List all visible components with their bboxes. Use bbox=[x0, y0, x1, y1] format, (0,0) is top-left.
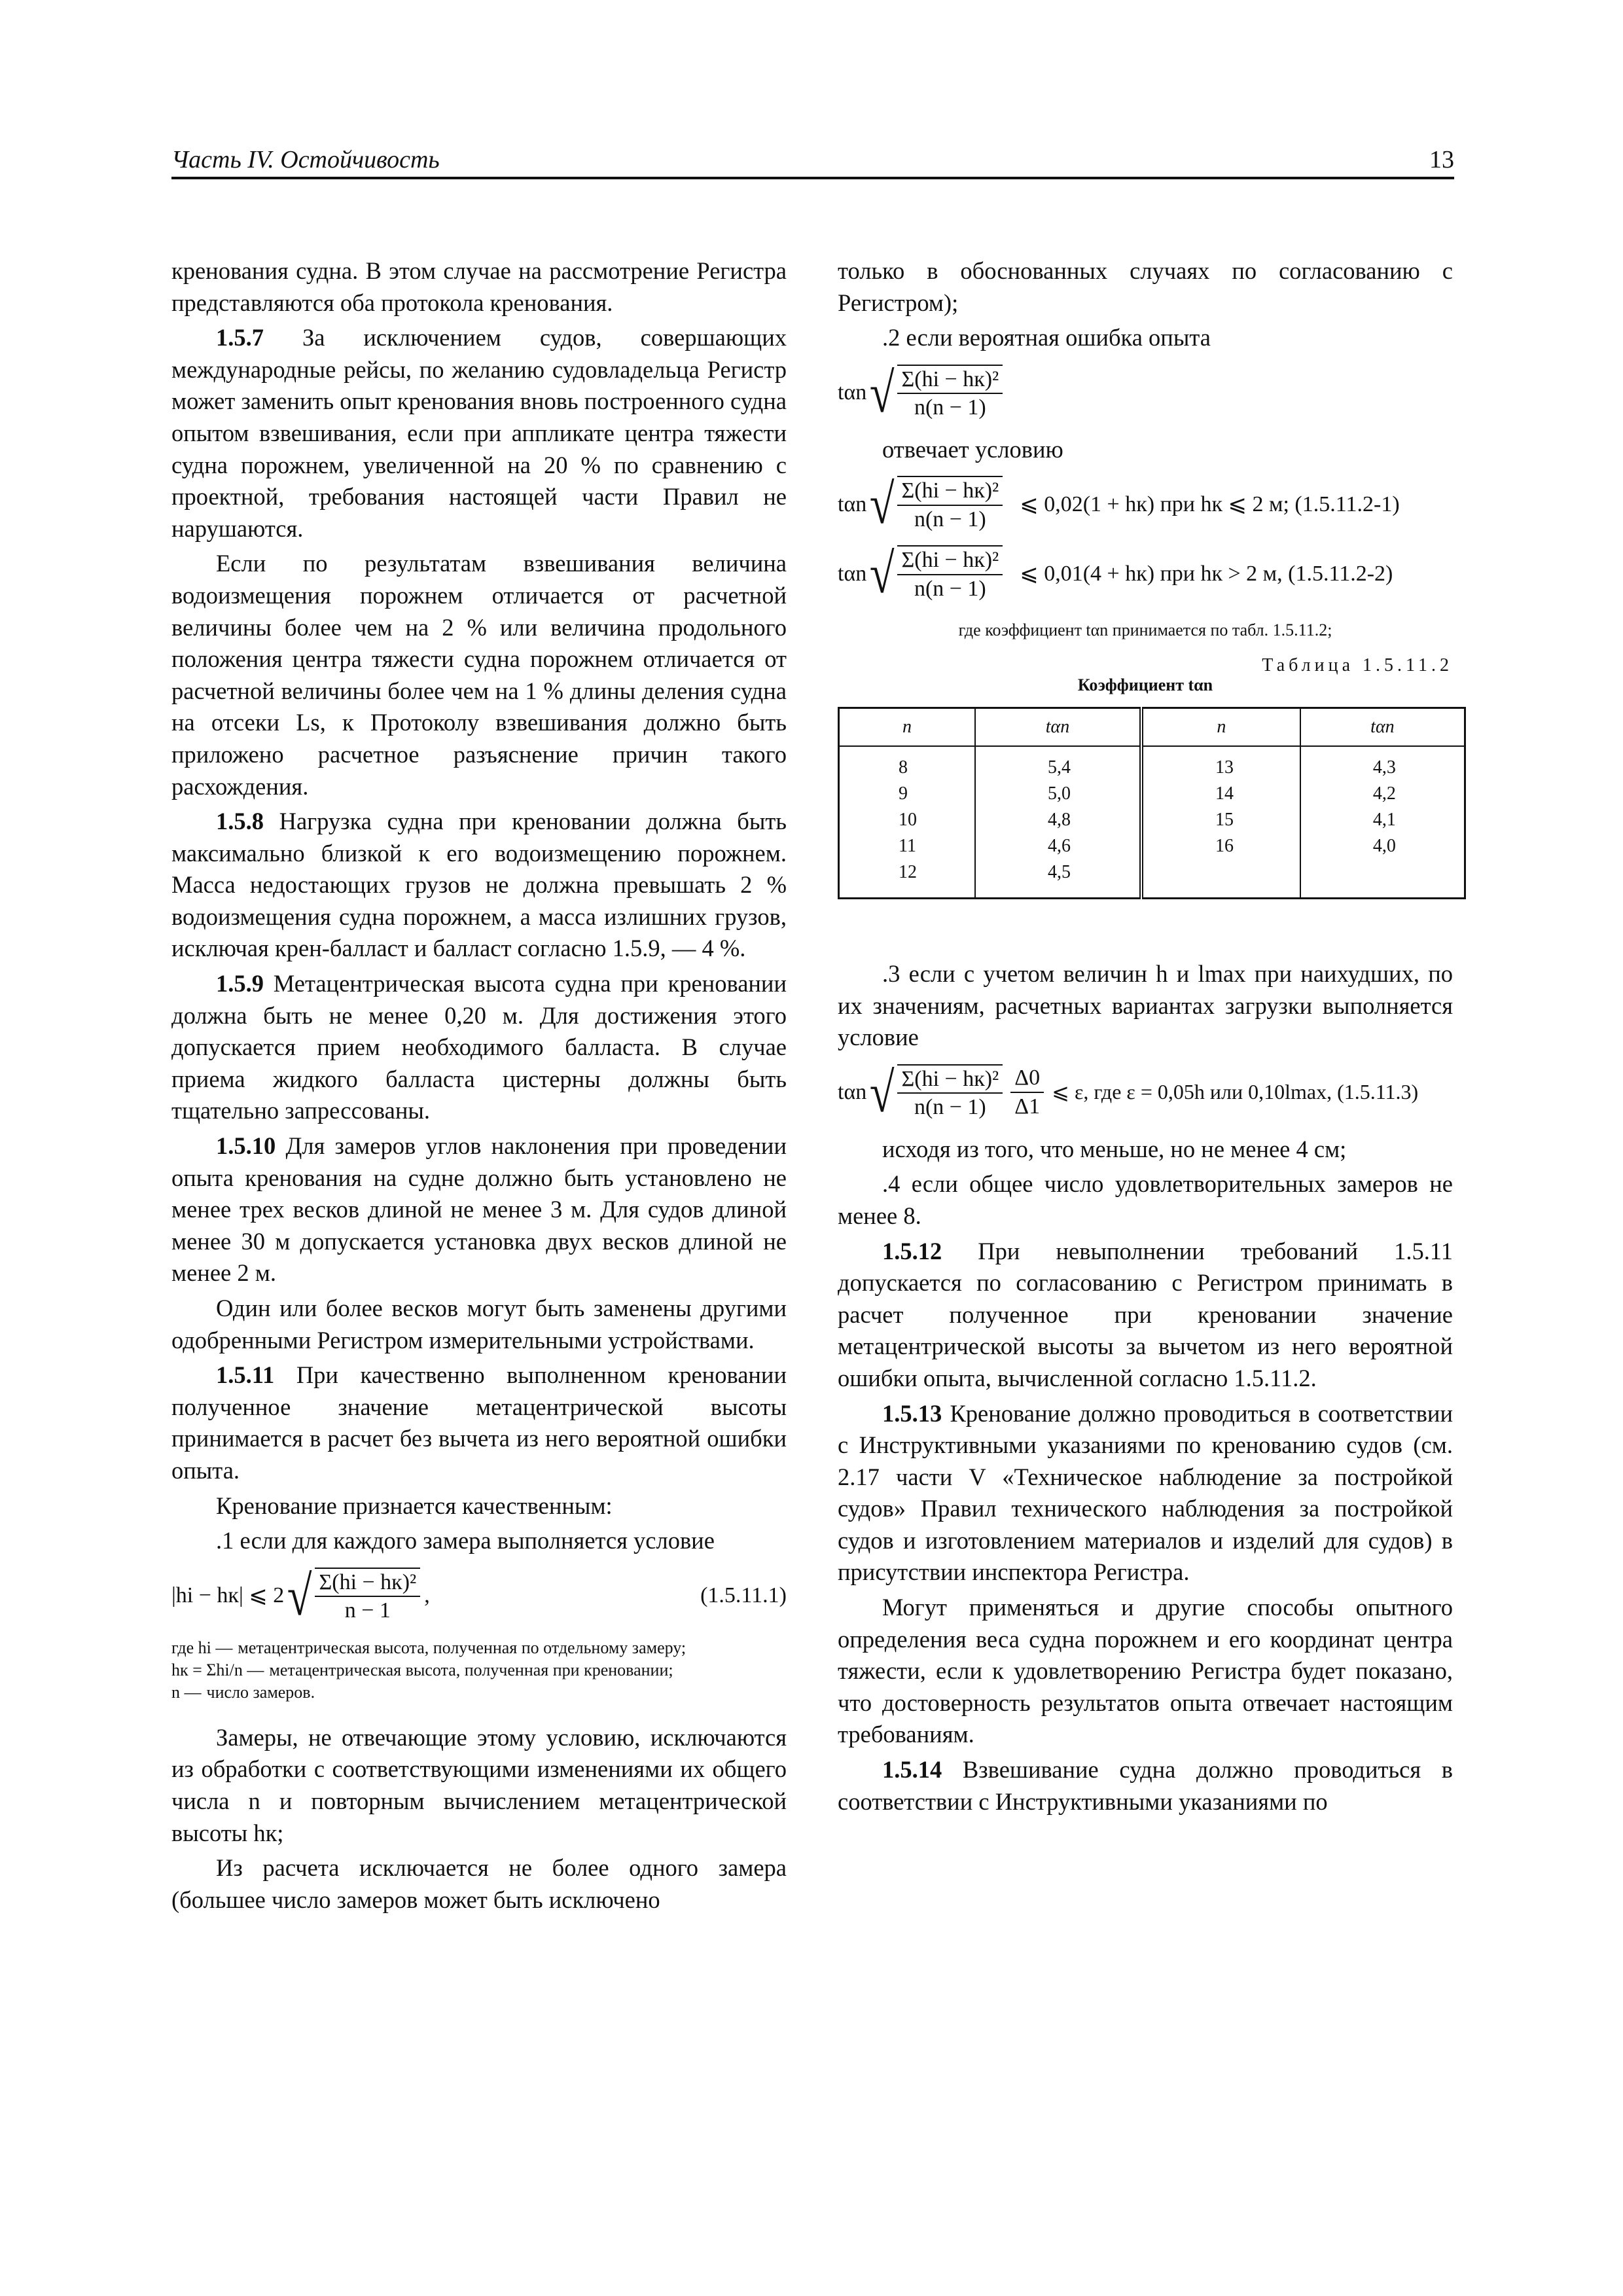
fraction-numerator: Σ(hi − hк)² bbox=[897, 478, 1003, 505]
paragraph: .2 если вероятная ошибка опыта bbox=[882, 324, 1211, 351]
paragraph-text: При качественно выполненном креновании полученное значение метацентрической высоты принимается в расчет без вычета из него вероятной ошибки опыта. bbox=[171, 1361, 787, 1484]
paragraph-1-5-14 bbox=[838, 1754, 1453, 1818]
formula-1-5-11-3 bbox=[838, 1060, 1453, 1124]
fraction-denominator: n(n − 1) bbox=[914, 1095, 986, 1120]
clause-number: 1.5.8 bbox=[216, 808, 264, 835]
paragraph-text: Взвешивание судна должно проводиться в соответствии с Инструктивными указаниями по bbox=[838, 1756, 1454, 1815]
paragraph-text: Для замеров углов наклонения при проведении опыта кренования на судне должно быть установлено не менее трех весков длиной не менее 3 м. Для судов длиной менее 30 м допускается установка двух весков длиной не менее 2 м. bbox=[171, 1132, 787, 1287]
fraction-numerator: Σ(hi − hк)² bbox=[315, 1570, 420, 1597]
right-column bbox=[838, 255, 1453, 1821]
table-row: 11 4,6 16 4,0 bbox=[839, 833, 1465, 859]
sqrt-sign: √ $\frac{\text{Σ(hi − hк)²}}{n(n - 1)}$ bbox=[866, 1064, 1007, 1121]
formula-error bbox=[838, 361, 1453, 424]
page-header bbox=[171, 144, 1454, 178]
table-row: 8 5,4 13 4,3 bbox=[839, 746, 1465, 781]
formula-condition: ⩽ ε, где ε = 0,05h или 0,10lmax, (1.5.11.3) bbox=[1052, 1080, 1419, 1104]
formula-lhs: |hi − hк| ⩽ 2 bbox=[171, 1583, 285, 1608]
paragraph-1-5-8 bbox=[171, 806, 787, 965]
paragraph-1-5-7 bbox=[171, 322, 787, 545]
sqrt-sign: √ $\frac{\text{Σ(hi − hк)²}}{n(n - 1)}$ bbox=[866, 476, 1007, 532]
formula-label: (1.5.11.1) bbox=[700, 1583, 787, 1608]
clause-number: 1.5.10 bbox=[216, 1132, 276, 1160]
table-title: Коэффициент tαn bbox=[1077, 675, 1213, 694]
paragraph: .4 если общее число удовлетворительных замеров не менее 8. bbox=[838, 1170, 1453, 1229]
fraction-numerator: Σ(hi − hк)² bbox=[897, 1067, 1003, 1094]
symbol-legend bbox=[171, 1637, 787, 1704]
paragraph: кренования судна. В этом случае на рассмотрение Регистра представляются оба протокола кренования. bbox=[171, 257, 787, 316]
fraction-numerator: Δ0 bbox=[1010, 1066, 1044, 1092]
paragraph-text: Метацентрическая высота судна при креновании должна быть не менее 0,20 м. Для достижения этого допускается прием необходимого балласта. В случае приема жидкого балласта цистерны должны быть тщательно запрессованы. bbox=[171, 970, 787, 1124]
paragraph: Кренование признается качественным: bbox=[216, 1492, 613, 1519]
fraction-denominator: n(n − 1) bbox=[914, 507, 986, 531]
paragraph-1-5-9 bbox=[171, 968, 787, 1127]
coefficient-symbol: tαn bbox=[838, 561, 867, 586]
spacer bbox=[838, 899, 1453, 958]
sqrt-sign: √ $\frac{\text{Σ(hi − hк)²}}{n - 1}$ bbox=[284, 1568, 424, 1624]
legend-row: n — число замеров. bbox=[171, 1682, 315, 1702]
coefficient-note: где коэффициент tαn принимается по табл. 1.5.11.2; bbox=[958, 620, 1332, 640]
formula-1-5-11-1 bbox=[171, 1564, 787, 1627]
paragraph-1-5-10 bbox=[171, 1130, 787, 1289]
clause-number: 1.5.13 bbox=[882, 1399, 942, 1427]
coefficient-symbol: tαn bbox=[838, 1080, 867, 1105]
formula-1-5-11-2-1 bbox=[838, 473, 1453, 536]
paragraph: отвечает условию bbox=[882, 435, 1063, 463]
paragraph-1-5-11 bbox=[171, 1359, 787, 1486]
paragraph: исходя из того, что меньше, но не менее 4 см; bbox=[882, 1135, 1347, 1162]
fraction-denominator: n − 1 bbox=[344, 1598, 391, 1623]
column-header: n bbox=[839, 708, 975, 746]
table-header-row bbox=[839, 708, 1465, 746]
formula-condition: ⩽ 0,01(4 + hк) при hк > 2 м, (1.5.11.2-2) bbox=[1020, 561, 1393, 586]
legend-row: где hi — метацентрическая высота, полученная по отдельному замеру; bbox=[171, 1638, 687, 1657]
paragraph-text: За исключением судов, совершающих международные рейсы, по желанию судовладельца Регистр может заменить опыт кренования вновь построенного судна опытом взвешивания, если при аппликате центра тяжести судна порожнем, увеличенной на 20 % по сравнению с проектной, требования настоящей части Правил не нарушаются. bbox=[171, 324, 787, 542]
table-label: Таблица 1.5.11.2 bbox=[1262, 655, 1453, 675]
paragraph: .3 если с учетом величин h и lmax при наихудших, по их значениям, расчетных вариантах загрузки выполняется условие bbox=[838, 960, 1453, 1051]
fraction-denominator: n(n − 1) bbox=[914, 576, 986, 601]
formula-body bbox=[171, 1564, 430, 1627]
coefficient-table bbox=[838, 707, 1466, 899]
paragraph: только в обоснованных случаях по согласованию с Регистром); bbox=[838, 257, 1453, 316]
paragraph: Замеры, не отвечающие этому условию, исключаются из обработки с соответствующими изменениями их общего числа n и повторным вычислением метацентрической высоты hк; bbox=[171, 1723, 787, 1846]
column-header: tαn bbox=[1300, 708, 1465, 746]
paragraph-text: При невыполнении требований 1.5.11 допускается по согласованию с Регистром принимать в расчет полученное при креновании значение метацентрической высоты за вычетом из него вероятной ошибки опыта, вычисленной согласно 1.5.11.2. bbox=[838, 1237, 1454, 1391]
fraction-denominator: Δ1 bbox=[1014, 1094, 1041, 1119]
formula-condition: ⩽ 0,02(1 + hк) при hк ⩽ 2 м; (1.5.11.2-1) bbox=[1020, 492, 1400, 516]
fraction-denominator: n(n − 1) bbox=[914, 395, 986, 420]
column-header: tαn bbox=[975, 708, 1141, 746]
legend-row: hк = Σhi/n — метацентрическая высота, полученная при креновании; bbox=[171, 1660, 673, 1679]
fraction-numerator: Σ(hi − hк)² bbox=[897, 548, 1003, 575]
page-number: 13 bbox=[1429, 146, 1454, 173]
paragraph-text: Кренование должно проводиться в соответствии с Инструктивными указаниями по кренованию судов (см. 2.17 части V «Техническое наблюдение за постройкой судов» Правил технического наблюдения за постройкой судов и изготовлением материалов и изделий для судов) в присутствии инспектора Регистра. bbox=[838, 1399, 1453, 1586]
running-title: Часть IV. Остойчивость bbox=[171, 146, 440, 173]
left-column bbox=[171, 255, 787, 1919]
column-header: n bbox=[1141, 708, 1300, 746]
paragraph-text: Нагрузка судна при креновании должна быть максимально близкой к его водоизмещению порожнем. Масса недостающих грузов не должна превышать 2 % водоизмещения судна порожнем, а масса излишних грузов, исключая крен-балласт и балласт согласно 1.5.9, — 4 %. bbox=[171, 808, 787, 962]
table-row: 10 4,8 15 4,1 bbox=[839, 807, 1465, 833]
paragraph-1-5-12 bbox=[838, 1236, 1453, 1395]
table-row: 9 5,0 14 4,2 bbox=[839, 781, 1465, 807]
fraction-numerator: Σ(hi − hк)² bbox=[897, 367, 1003, 394]
sqrt-sign: √ $\frac{\text{Σ(hi − hк)²}}{n(n - 1)}$ bbox=[866, 545, 1007, 601]
table-row: 12 4,5 bbox=[839, 859, 1465, 899]
coefficient-symbol: tαn bbox=[838, 380, 867, 405]
clause-number: 1.5.7 bbox=[216, 324, 264, 351]
header-rule bbox=[171, 177, 1454, 179]
formula-comma: , bbox=[424, 1583, 430, 1608]
delta-fraction bbox=[1010, 1066, 1044, 1119]
coefficient-symbol: tαn bbox=[838, 492, 867, 516]
paragraph: .1 если для каждого замера выполняется условие bbox=[216, 1527, 715, 1554]
paragraph-1-5-13 bbox=[838, 1398, 1453, 1589]
paragraph: Один или более весков могут быть заменены другими одобренными Регистром измерительными устройствами. bbox=[171, 1295, 787, 1354]
paragraph: Если по результатам взвешивания величина водоизмещения порожнем отличается от расчетной величины более чем на 2 % или величина продольного положения центра тяжести судна порожнем отличается от расчетной величины более чем на 1 % длины деления судна на отсеки Ls, к Протоколу взвешивания должно быть приложено расчетное разъяснение причин такого расхождения. bbox=[171, 550, 787, 800]
formula-1-5-11-2-2 bbox=[838, 542, 1453, 605]
sqrt-sign: √ $\frac{\text{Σ(hi − hк)²}}{n(n - 1)}$ bbox=[866, 365, 1007, 421]
clause-number: 1.5.12 bbox=[882, 1237, 942, 1265]
clause-number: 1.5.11 bbox=[216, 1361, 275, 1389]
paragraph: Могут применяться и другие способы опытного определения веса судна порожнем и его координат центра тяжести, если к удовлетворению Регистра будет показано, что достоверность результатов опыта отвечает настоящим требованиям. bbox=[838, 1594, 1453, 1748]
clause-number: 1.5.9 bbox=[216, 970, 264, 997]
clause-number: 1.5.14 bbox=[882, 1756, 942, 1784]
paragraph: Из расчета исключается не более одного замера (большее число замеров может быть исключено bbox=[171, 1854, 787, 1913]
